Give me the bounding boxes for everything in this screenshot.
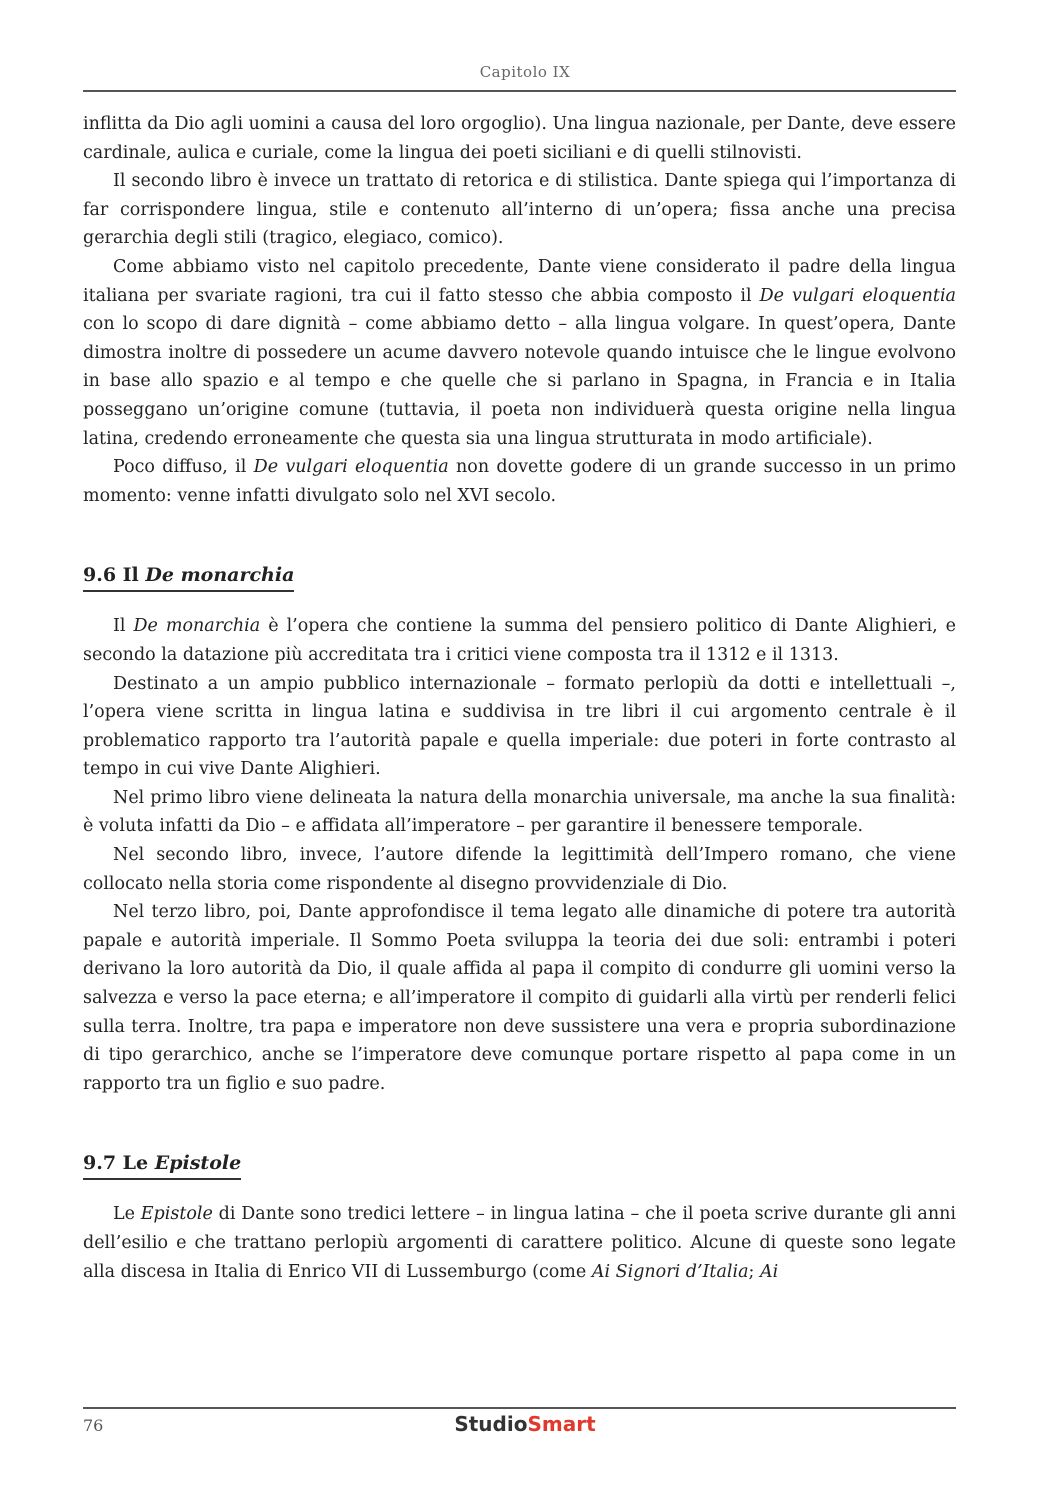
header-rule	[83, 90, 956, 92]
text-run: ;	[748, 1261, 760, 1282]
paragraph: Nel secondo libro, invece, l’autore difende la legittimità dell’Impero romano, che viene collocato nella storia come rispondente al disegno provvidenziale di Dio.	[83, 845, 956, 894]
paragraph: Il secondo libro è invece un trattato di retorica e di stilistica. Dante spiega qui l’importanza di far corrispondere lingua, stile e contenuto all’interno di un’opera; fissa anche una precisa gerarchia degli stili (tragico, elegiaco, comico).	[83, 171, 956, 249]
work-title: De vulgari eloquentia	[253, 457, 449, 478]
text-run: Le	[113, 1204, 141, 1225]
text-run: Come abbiamo visto nel capitolo precedente, Dante viene considerato il padre della lingua italiana per svariate ragioni, tra cui il fatto stesso che abbia composto il	[83, 256, 956, 306]
text-run: di Dante sono tredici lettere – in lingua latina – che il poeta scrive durante gli anni dell’esilio e che trattano perlopiù argomenti di carattere politico. Alcune di queste sono legate alla discesa in Italia di Enrico VII di Lussemburgo (come	[83, 1204, 956, 1282]
text-run: Poco diffuso, il	[113, 457, 254, 478]
logo-text-smart: Smart	[527, 1412, 596, 1436]
text-run: non dovette godere di un grande successo in un primo momento: venne infatti divulgato solo nel XVI secolo.	[83, 457, 956, 506]
paragraph	[83, 1200, 956, 1286]
publisher-logo	[0, 1412, 1050, 1436]
work-title: Epistole	[140, 1204, 213, 1225]
text-run: con lo scopo di dare dignità – come abbiamo detto – alla lingua volgare. In quest’opera, Dante dimostra inoltre di possedere un acume davvero notevole quando intuisce che le lingue evolvono in base allo spazio e al tempo e che quelle che si parlano in Spagna, in Francia e in Italia posseggano un’origine comune (tuttavia, il poeta non individuerà questa origine nella lingua latina, credendo erroneamente che questa sia una lingua strutturata in modo artificiale).	[83, 314, 956, 449]
text-run: è l’opera che contiene la summa del pensiero politico di Dante Alighieri, e secondo la datazione più accreditata tra i critici viene composta tra il 1312 e il 1313.	[83, 616, 956, 665]
page-number: 76	[83, 1416, 104, 1435]
paragraph	[83, 453, 956, 510]
paragraph: inflitta da Dio agli uomini a causa del loro orgoglio). Una lingua nazionale, per Dante, deve essere cardinale, aulica e curiale, come la lingua dei poeti siciliani e di quelli stilnovisti.	[83, 114, 956, 163]
section-title	[83, 1150, 241, 1180]
paragraph	[83, 612, 956, 669]
section-work-title: De monarchia	[145, 564, 295, 587]
page-body	[83, 110, 956, 1286]
section-number: 9.6 Il	[83, 564, 146, 587]
paragraph	[83, 253, 956, 453]
section-title	[83, 562, 294, 592]
work-title: Ai Signori d’Italia	[591, 1261, 749, 1282]
work-title: De vulgari eloquentia	[759, 285, 956, 306]
work-title: De monarchia	[133, 616, 261, 637]
section-heading-9-7	[83, 1150, 956, 1180]
footer-rule	[83, 1407, 956, 1409]
running-header: Capitolo IX	[479, 63, 571, 81]
section-work-title: Epistole	[154, 1152, 242, 1175]
paragraph: Nel terzo libro, poi, Dante approfondisce il tema legato alle dinamiche di potere tra autorità papale e autorità imperiale. Il Sommo Poeta sviluppa la teoria dei due soli: entrambi i poteri derivano la loro autorità da Dio, il quale affida al papa il compito di condurre gli uomini verso la salvezza e verso la pace eterna; e all’imperatore il compito di guidarli alla virtù per renderli felici sulla terra. Inoltre, tra papa e imperatore non deve sussistere una vera e propria subordinazione di tipo gerarchico, anche se l’imperatore deve comunque portare rispetto al papa come in un rapporto tra un figlio e suo padre.	[83, 902, 956, 1094]
logo-text-studio: Studio	[454, 1412, 528, 1436]
section-number: 9.7 Le	[83, 1152, 155, 1175]
section-heading-9-6	[83, 562, 956, 592]
paragraph: Destinato a un ampio pubblico internazionale – formato perlopiù da dotti e intellettuali –, l’opera viene scritta in lingua latina e suddivisa in tre libri il cui argomento centrale è il problematico rapporto tra l’autorità papale e quella imperiale: due poteri in forte contrasto al tempo in cui vive Dante Alighieri.	[83, 673, 956, 780]
text-run: Il	[113, 616, 134, 637]
work-title: Ai	[760, 1261, 779, 1282]
paragraph: Nel primo libro viene delineata la natura della monarchia universale, ma anche la sua finalità: è voluta infatti da Dio – e affidata all’imperatore – per garantire il benessere temporale.	[83, 787, 956, 837]
